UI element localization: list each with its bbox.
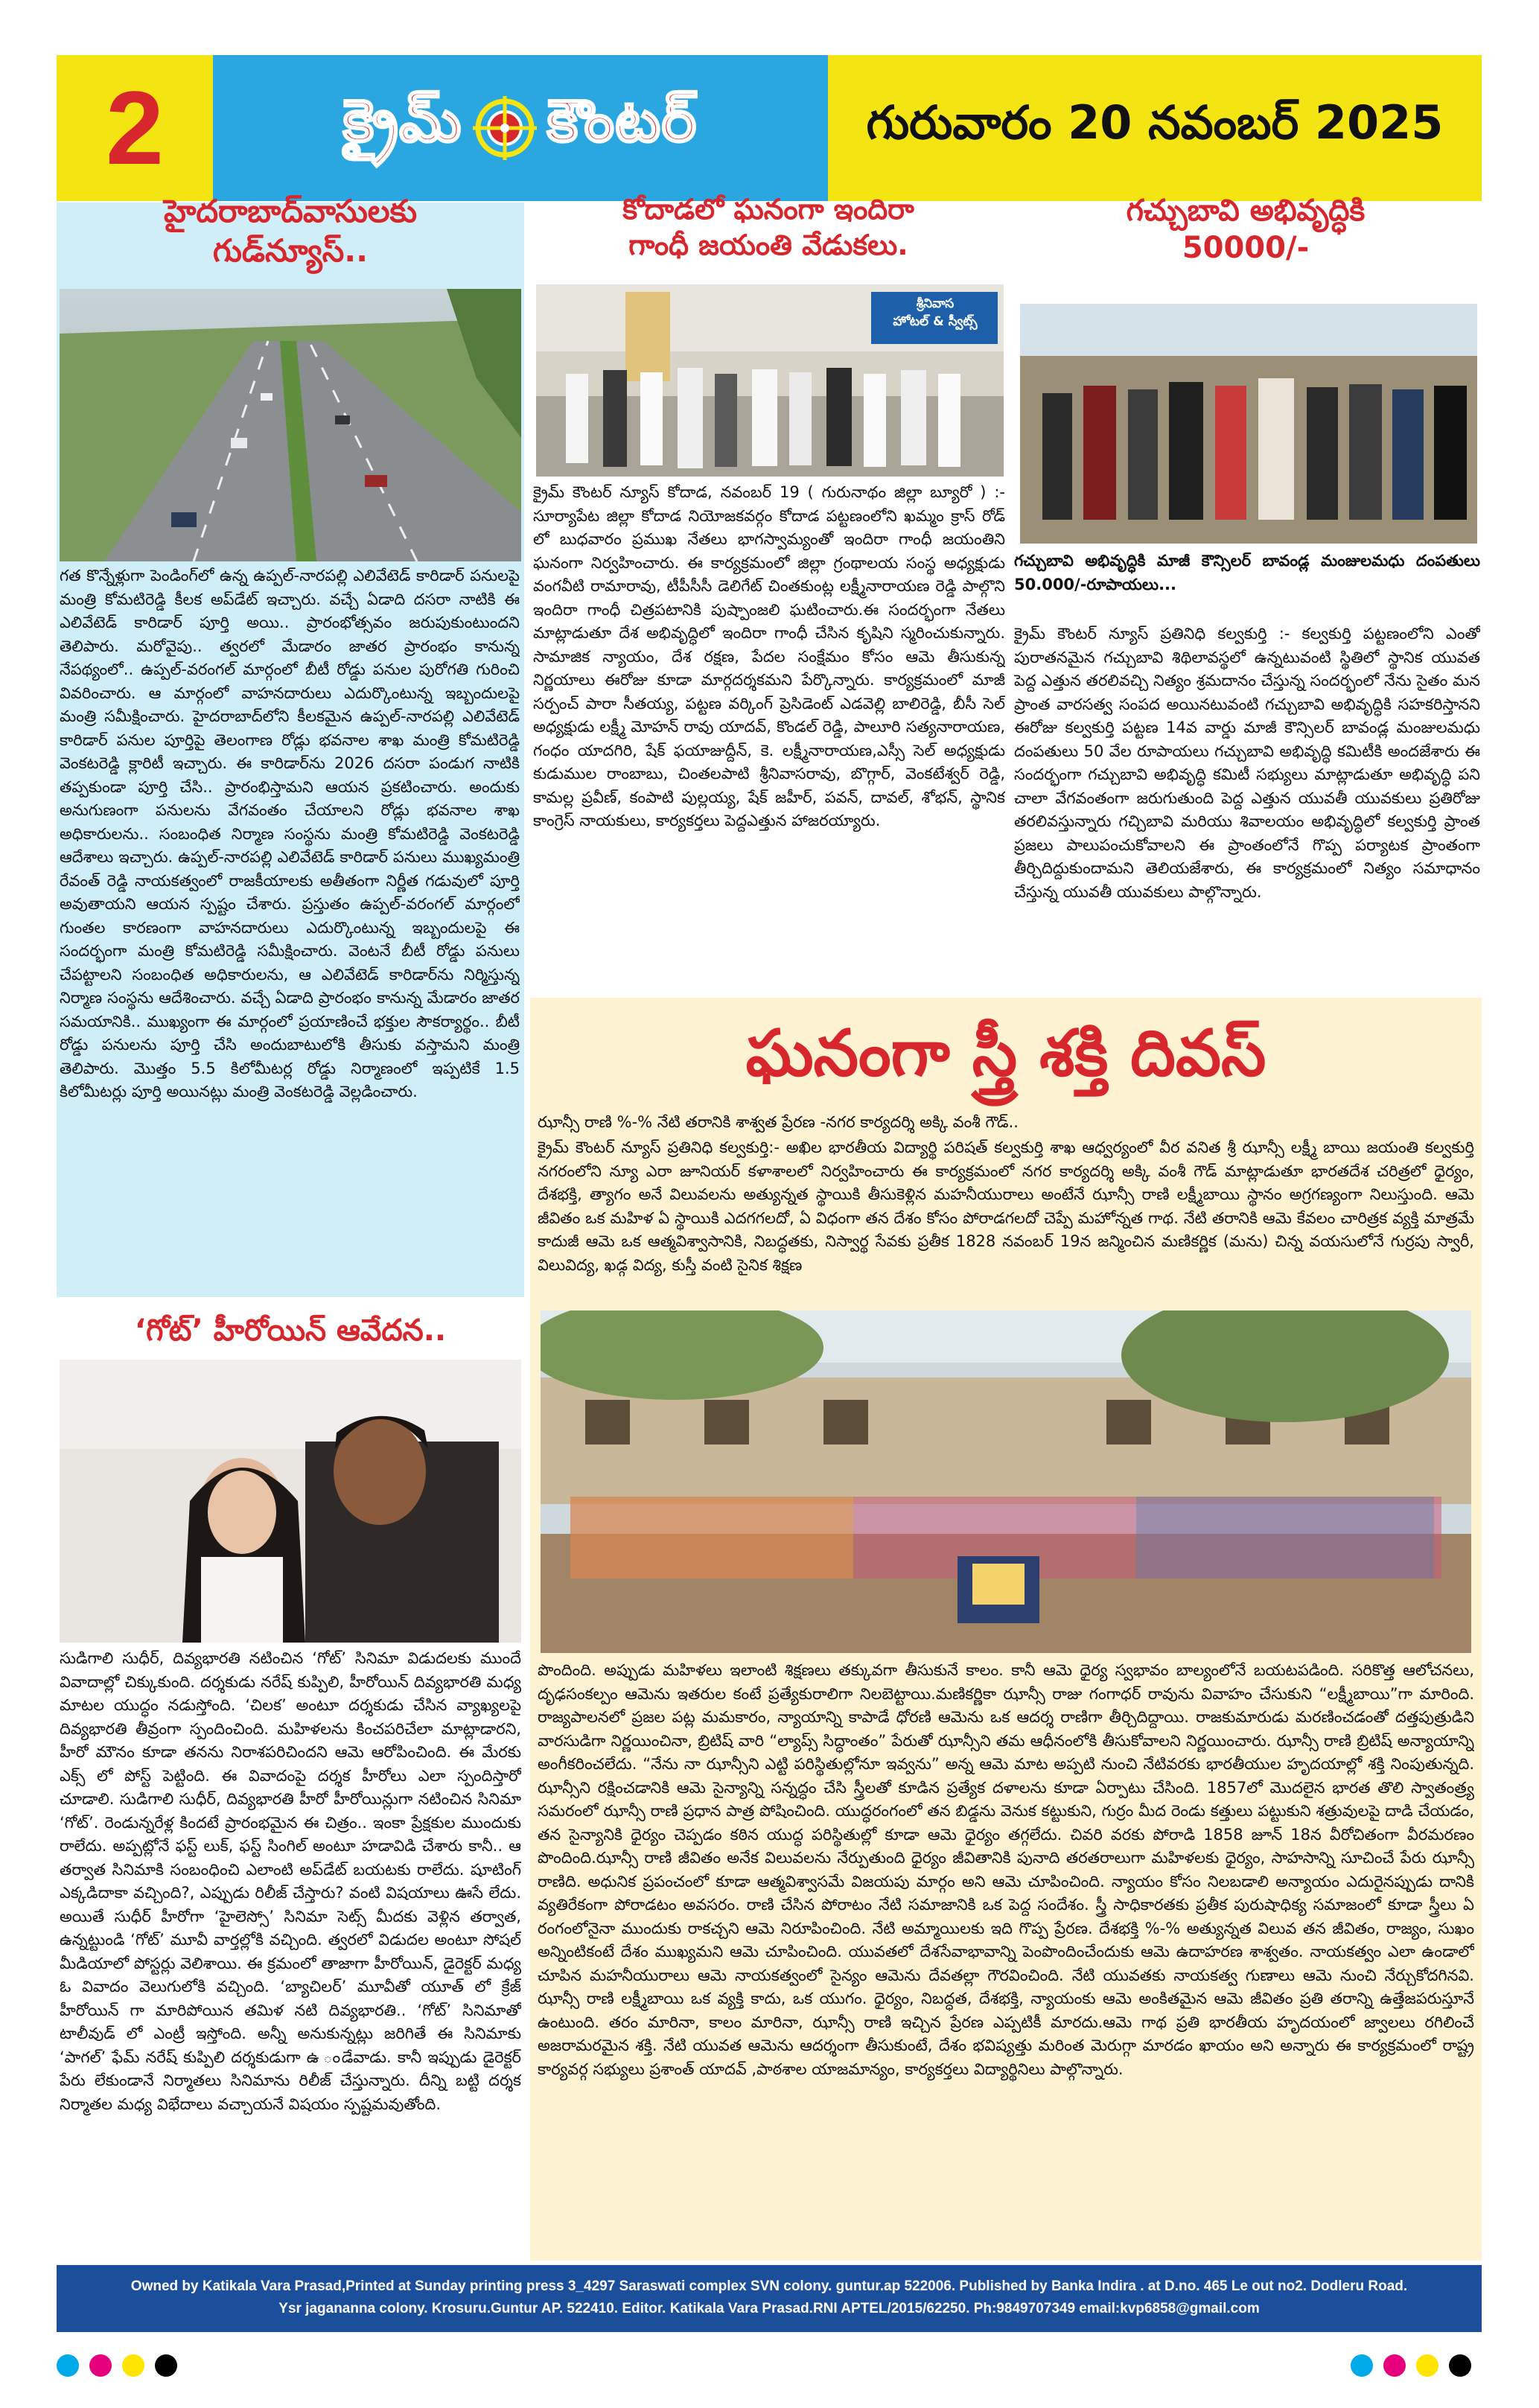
yellow-dot [122,2354,144,2377]
gachibowli-article-title [1011,192,1480,267]
kodad-title-line2: గాంధీ జయంతి వేడుకలు. [628,228,908,261]
black-dot [155,2354,177,2377]
magenta-dot [1383,2354,1406,2377]
kodad-article-body: క్రైమ్ కౌంటర్ న్యూస్ కోదాడ, నవంబర్ 19 ( గురునాథం జిల్లా బ్యూరో ) :- సూర్యాపేట జిల్లా కోదాడ నియోజకవర్గం కోదాడ పట్టణంలోని ఖమ్మం క్రాస్ రోడ్ లో బుధవారం ప్రముఖ నేతలు భాగస్వామ్యంతో ఇందిరా గాంధీ జయంతిని ఘనంగా నిర్వహించారు. ఈ కార్యక్రమంలో జిల్లా గ్రంథాలయ సంస్థ అధ్యక్షుడు వంగవీటి రామారావు, టీపీసీసీ డెలిగేట్ చింతకుంట్ల లక్ష్మీనారాయణ రెడ్డి పాల్గొని ఇందిరా గాంధీ చిత్రపటానికి పుష్పాంజలి ఘటించారు.ఈ సందర్భంగా నేతలు మాట్లాడుతూ దేశ అభివృద్ధిలో ఇందిరా గాంధీ చేసిన కృషిని స్మరించుకున్నారు. సామాజిక న్యాయం, దేశ రక్షణ, పేదల సంక్షేమం కోసం ఆమె తీసుకున్న నిర్ణయాలు ఈరోజు కూడా మార్గదర్శకమని పేర్కొన్నారు. కార్యక్రమంలో మాజీ సర్పంచ్ పారా సీతయ్య, పట్టణ వర్కింగ్ ప్రెసిడెంట్ ఎడవెల్లి బాలిరెడ్డి, బీసీ సెల్ అధ్యక్షుడు లక్ష్మీ మోహన్ రావు యాదవ్, కొండల్ రెడ్డి, పాలూరి సత్యనారాయణ, గంధం యాదగిరి, షేక్ ఫయాజుద్దీన్, కె. లక్ష్మీనారాయణ,ఎస్సీ సెల్ అధ్యక్షుడు కుడుముల రాంబాబు, చింతలపాటి శ్రీనివాసరావు, బొగ్గార్, వెంకటేశ్వర్ రెడ్డి, కామల్ల ప్రవీణ్, కంపాటి పుల్లయ్య, షేక్ జహీర్, పవన్, దావల్, శోభన్, స్థానిక కాంగ్రెస్ నాయకులు, కార్యకర్తలు పెద్దఎత్తున హాజరయ్యారు. [533,483,1005,829]
highway-photo [60,289,521,561]
imprint-line1: Owned by Katikala Vara Prasad,Printed at Sunday printing press 3_4297 Saraswati complex SVN colony. guntur.ap 522006. Published by Banka Indira . at D.no. 465 Le out no2. Dodleru Road. [130,2278,1408,2294]
gachibowli-article-body: క్రైమ్ కౌంటర్ న్యూస్ ప్రతినిధి కల్వకుర్తి :- కల్వకుర్తి పట్టణంలోని ఎంతో పురాతనమైన గచ్చుబావి శిథిలావస్థలో ఉన్నటువంటి స్థితిలో స్థానిక యువత పెద్ద ఎత్తున తరలివచ్చి నిత్యం శ్రమదానం చేస్తున్న సందర్భంలో నేను సైతం మన ప్రాంత వారసత్వ సంపద అయినటువంటి గచ్చుబావి అభివృద్ధికి సహకరిస్తానని ఈరోజు కల్వకుర్తి పట్టణ 14వ వార్డు మాజీ కౌన్సిలర్ బావండ్ల మంజులమధు దంపతులు 50 వేల రూపాయలు గచ్చుబావి అభివృద్ధి కమిటీకి అందజేశారు ఈ సందర్భంగా గచ్చుబావి అభివృద్ధి కమిటీ సభ్యులు మాట్లాడుతూ అభివృద్ధి పని చాలా వేగవంతంగా జరుగుతుంది పెద్ద ఎత్తున యువతీ యువకులు ప్రతిరోజు తరలివస్తున్నారు గచ్చిబావి మరియు శివాలయం అభివృద్ధిలో కల్వకుర్తి ప్రాంత ప్రజలు పాలుపంచుకోవాలని ఈ ప్రాంతంలోనే గొప్ప పర్యాటక ప్రాంతంగా తీర్చిదిద్దుకుందామని తెలియజేశారు, ఈ కార్యక్రమంలో నిత్యం సమాధానం చేస్తున్న యువతీ యువకులు పాల్గొన్నారు. [1014,625,1480,901]
registration-dots-left [57,2354,177,2377]
stree-shakti-group-photo [541,1310,1471,1653]
yellow-dot [1416,2354,1438,2377]
newspaper-logo [213,55,828,201]
gachibowli-photo-caption: గచ్చుబావి అభివృద్ధికి మాజీ కౌన్సిలర్ బావండ్ల మంజులమధు దంపతులు 50.000/-రూపాయలు... [1014,552,1480,593]
shop-sign-line1: శ్రీనివాస [916,296,955,311]
cyan-dot [57,2354,79,2377]
logo-text-right: కౌంటర్ [547,87,698,155]
registration-dots-right [1351,2354,1471,2377]
goat-article-title: ‘గోట్’ హీరోయిన్ ఆవేదన.. [134,1313,447,1348]
goat-couple-photo [60,1360,521,1643]
hyd-title-line1: హైదరాబాద్‌వాసులకు [163,193,418,229]
imprint-line2: Ysr jagananna colony. Krosuru.Guntur AP. 522410. Editor. Katikala Vara Prasad.RNI APTEL/2015/62250. Ph:9849707349 email:kvp6858@gmail.com [278,2301,1260,2316]
page-number: 2 [57,55,213,201]
hyd-article-title [60,192,521,270]
logo-text-left: క్రైమ్ [343,87,463,155]
hyd-article-body: గత కొన్నేళ్లుగా పెండింగ్‌లో ఉన్న ఉప్పల్-నారపల్లి ఎలివేటెడ్ కారిడార్ పనులపై మంత్రి కోమటిరెడ్డి కీలక అప్‌డేట్ ఇచ్చారు. వచ్చే ఏడాది దసరా నాటికి ఈ ఎలివేటెడ్ కారిడార్ పూర్తి అయి.. ప్రారంభోత్సవం జరుపుకుంటుందని తెలిపారు. మరోవైపు.. త్వరలో మేడారం జాతర ప్రారంభం కానున్న నేపథ్యంలో.. ఉప్పల్-వరంగల్ మార్గంలో బీటీ రోడ్డు పనుల పురోగతి గురించి వివరించారు. ఆ మార్గంలో వాహనదారులు ఎదుర్కొంటున్న ఇబ్బందులపై మంత్రి సమీక్షించారు. హైదరాబాద్‌లోని కీలకమైన ఉప్పల్-నారపల్లి ఎలివేటెడ్ కారిడార్ పనుల పూర్తిపై తెలంగాణ రోడ్లు భవనాల శాఖ మంత్రి కోమటిరెడ్డి వెంకటరెడ్డి క్లారిటీ ఇచ్చారు. ఈ కారిడార్‌ను 2026 దసరా పండుగ నాటికి తప్పకుండా పూర్తి చేసి.. ప్రారంభిస్తామని ఆయన ప్రకటించారు. అందుకు అనుగుణంగా పనులను వేగవంతం చేయాలని రోడ్లు భవనాల శాఖ అధికారులను.. సంబంధిత నిర్మాణ సంస్థను మంత్రి కోమటిరెడ్డి వెంకటరెడ్డి ఆదేశాలు ఇచ్చారు. ఉప్పల్-నారపల్లి ఎలివేటెడ్ కారిడార్ పనులు ముఖ్యమంత్రి రేవంత్ రెడ్డి నాయకత్వంలో రాజకీయాలకు అతీతంగా నిర్ణీత గడువులో పూర్తి అవుతాయని ఆయన స్పష్టం చేశారు. ప్రస్తుతం ఉప్పల్-వరంగల్ మార్గంలో గుంతల కారణంగా వాహనదారులు ఎదుర్కొంటున్న ఇబ్బందులపై ఈ సందర్భంగా మంత్రి కోమటిరెడ్డి సమీక్షించారు. వెంటనే బీటీ రోడ్డు పనులు చేపట్టాలని సంబంధిత అధికారులను, ఆ ఎలివేటెడ్ కారిడార్‌ను నిర్మిస్తున్న నిర్మాణ సంస్థను ఆదేశించారు. వచ్చే ఏడాది ప్రారంభం కానున్న మేడారం జాతర సమయానికి.. ముఖ్యంగా ఈ మార్గంలో ప్రయాణించే భక్తుల సౌకర్యార్థం.. బీటీ రోడ్డు పనులను పూర్తి చేసి అందుబాటులోకి తీసుకు వస్తామని మంత్రి తెలిపారు. మొత్తం 5.5 కిలోమీటర్ల రోడ్డు నిర్మాణంలో ఇప్పటికే 1.5 కిలోమీటర్లు పూర్తి అయినట్లు మంత్రి వెంకటరెడ్డి వెల్లడించారు. [60,567,520,1101]
masthead [57,55,1482,201]
magenta-dot [89,2354,112,2377]
crosshair-icon [473,96,537,160]
hyd-title-line2: గుడ్‌న్యూస్.. [212,232,369,269]
shop-sign-line2: హోటల్ & స్వీట్స్ [893,314,978,329]
goat-article-body: సుడిగాలి సుధీర్, దివ్యభారతి నటించిన ‘గోట్’ సినిమా విడుదలకు ముందే వివాదాల్లో చిక్కుకుంది. దర్శకుడు నరేష్ కుప్పిలి, హీరోయిన్ దివ్యభారతి మధ్య మాటల యుద్ధం నడుస్తోంది. ‘చిలక’ అంటూ దర్శకుడు చేసిన వ్యాఖ్యలపై దివ్యభారతి తీవ్రంగా స్పందించింది. మహిళలను కించపరిచేలా మాట్లాడారని, హీరో మౌనం కూడా తనను నిరాశపరిచిందని ఆమె ఆరోపించింది. ఈ మేరకు ఎక్స్ లో పోస్ట్ పెట్టింది. ఈ వివాదంపై దర్శక హీరోలు ఎలా స్పందిస్తారో చూడాలి. సుడిగాలి సుధీర్, దివ్యభారతి హీరో హీరోయిన్లుగా నటించిన సినిమా ‘గోట్’. రెండున్నరేళ్ల కిందటే ప్రారంభమైన ఈ చిత్రం.. ఇంకా ప్రేక్షకుల ముందుకు రాలేదు. అప్పట్లోనే ఫస్ట్ లుక్, ఫస్ట్ సింగిల్ అంటూ హడావిడి చేశారు కానీ.. ఆ తర్వాత సినిమాకి సంబంధించి ఎలాంటి అప్‌డేట్ బయటకు రాలేదు. షూటింగ్ ఎక్కడిదాకా వచ్చింది?, ఎప్పుడు రిలీజ్ చేస్తారు? వంటి విషయాలు ఊసే లేదు. అయితే సుధీర్ హీరోగా ‘హైలెస్సో’ సినిమా సెట్స్ మీదకు వెళ్లిన తర్వాత, ఉన్నట్టుండి ‘గోట్’ మూవీ వార్తల్లోకి వచ్చింది. త్వరలో విడుదల అంటూ సోషల్ మీడియాలో పోస్టర్లు వెలిశాయి. ఈ క్రమంలో తాజాగా హీరోయిన్, డైరెక్టర్ మధ్య ఓ వివాదం వెలుగులోకి వచ్చింది. ‘బ్యాచిలర్’ మూవీతో యూత్ లో క్రేజ్ హీరోయిన్ గా మారిపోయిన తమిళ నటి దివ్యభారతి.. ‘గోట్’ సినిమాతో టాలీవుడ్ లో ఎంట్రీ ఇస్తోంది. అన్నీ అనుకున్నట్లు జరిగితే ఈ సినిమాకు ‘పాగల్’ ఫేమ్ నరేష్ కుప్పిలి దర్శకుడుగా ఉ ండేవాడు. కానీ ఇప్పుడు డైరెక్టర్ పేరు లేకుండానే నిర్మాతలు సినిమాను రిలీజ్ చేస్తున్నారు. దీన్ని బట్టి దర్శక నిర్మాతల మధ్య విభేదాలు వచ్చాయనే విషయం స్పష్టమవుతోంది. [60,1649,521,2113]
kodad-title-line1: కోదాడలో ఘనంగా ఇందిరా [622,193,914,226]
kodad-event-photo [536,284,1004,477]
photo-shop-sign [877,295,993,331]
stree-shakti-body-bottom: పొందింది. అప్పుడు మహిళలు ఇలాంటి శిక్షణలు తక్కువగా తీసుకునే కాలం. కానీ ఆమె ధైర్య స్వభావం బాల్యంలోనే బయటపడింది. సరికొత్త ఆలోచనలు, దృఢసంకల్పం ఆమెను ఇతరుల కంటే ప్రత్యేకురాలిగా నిలబెట్టాయి.మణికర్ణికా ఝాన్సీ రాజు గంగాధర్ రావును వివాహం చేసుకుని “లక్ష్మీబాయి”గా మారింది. రాజ్యపాలనలో ప్రజల పట్ల మమకారం, న్యాయాన్ని కాపాడే ధోరణి ఆమెను ఒక ఆదర్శ రాణిగా తీర్చిదిద్దాయి. రాజకుమారుడు మరణించడంతో దత్తపుత్రుడిని వారసుడిగా నిర్ణయించినా, బ్రిటిష్ వారి “ల్యాప్స్ సిద్ధాంతం” పేరుతో ఝాన్సీని తమ ఆధీనంలోకి తీసుకోవాలని నిర్ణయించారు. ఝాన్సీ రాణి బ్రిటిష్ అన్యాయాన్ని అంగీకరించలేదు. “నేను నా ఝాన్సీని ఎట్టి పరిస్థితుల్లోనూ ఇవ్వను” అన్న ఆమె మాట అప్పటి నుంచి నేటివరకు భారతీయుల హృదయాల్లో శక్తి నింపుతున్నది. ఝాన్సీని రక్షించడానికి ఆమె సైన్యాన్ని సన్నద్ధం చేసి స్త్రీలతో కూడిన ప్రత్యేక దళాలను కూడా ఏర్పాటు చేసింది. 1857లో మొదలైన భారత తొలి స్వాతంత్ర్య సమరంలో ఝాన్సీ రాణి ప్రధాన పాత్ర పోషించింది. యుద్ధరంగంలో తన బిడ్డను వెనుక కట్టుకుని, గుర్రం మీద రెండు కత్తులు పట్టుకుని శత్రువులపై దాడి చేయడం, తన సైన్యానికి ధైర్యం చెప్పడం కఠిన యుద్ధ పరిస్థితుల్లో కూడా ఆమె ధైర్యం తగ్గలేదు. చివరి వరకు పోరాడి 1858 జూన్ 18న వీరోచితంగా వీరమరణం పొందింది.ఝాన్సీ రాణి జీవితం అనేక విలువలను నేర్పుతుంది ధైర్యం జీవితానికి పునాది తరతరాలుగా మహిళలకు ధైర్యం, సాహసాన్ని సూచించే పేరు ఝాన్సీ రాణిది. అధునిక ప్రపంచంలో కూడా ఆత్మవిశ్వాసమే విజయపు మార్గం అని ఆమె చూపించింది. న్యాయం కోసం నిలబడాలి అన్యాయం ఎదురైనప్పుడు దానికి వ్యతిరేకంగా పోరాడటం అవసరం. రాణి చేసిన పోరాటం నేటి సమాజానికి ఒక పెద్ద సందేశం. స్త్రీ సాధికారతకు ప్రతీక పురుషాధిక్య సమాజంలో కూడా స్త్రీలు ఏ రంగంలోనైనా ముందుకు రాకచ్చని ఆమె నిరూపించింది. నేటి అమ్మాయిలకు ఇది గొప్ప ప్రేరణ. దేశభక్తి %-% అత్యున్నత విలువ తన జీవితం, రాజ్యం, సుఖం అన్నింటికంటే దేశం ముఖ్యమని ఆమె చూపించింది. యువతలో దేశసేవాభావాన్ని పెంపొందించేందుకు ఆమె ఉదాహరణ శాశ్వతం. నాయకత్వం ఎలా ఉండాలో చూపిన మహనీయురాలు ఆమె నాయకత్వంలో సైన్యం ఆమెను దేవతల్లా గౌరవించింది. నేటి యువతకు నాయకత్వ గుణాలు ఆమె నుంచి నేర్చుకోదగినవి. ఝాన్సీ రాణి లక్ష్మీబాయి ఒక వ్యక్తి కాదు, ఒక యుగం. ధైర్యం, నిబద్ధత, దేశభక్తి, న్యాయంకు ఆమె అంకితమైన ఆమె జీవితం ప్రతి తరాన్ని ఉత్తేజపరుస్తూనే ఉంటుంది. తరం మారినా, కాలం మారినా, ఝాన్సీ రాణి ఇచ్చిన ప్రేరణ ఎప్పటికీ మారదు.ఆమె గాథ ప్రతి భారతీయ హృదయంలో జ్వాలలు రగిలించే అజరామరమైన శక్తి. నేటి యువత ఆమెను ఆదర్శంగా తీసుకుంటే, దేశం భవిష్యత్తు మరింత మెరుగ్గా మారడం ఖాయం అని అన్నారు ఈ కార్యక్రమంలో రాష్ట్ర కార్యవర్గ సభ్యులు ప్రశాంత్ యాదవ్ ,పాఠశాల యాజమాన్యం, కార్యకర్తలు విద్యార్థినిలు పాల్గొన్నారు. [538,1661,1474,2078]
imprint-footer [57,2265,1482,2332]
stree-shakti-intro: ఝాన్సీ రాణి %-% నేటి తరానికి శాశ్వత ప్రేరణ -నగర కార్యదర్శి అక్కి వంశీ గౌడ్.. [538,1113,1019,1131]
gachibowli-event-photo [1020,304,1477,544]
stree-shakti-title: ఘనంగా స్త్రీ శక్తి దివస్ [745,1016,1266,1091]
issue-date: గురువారం 20 నవంబర్ 2025 [828,55,1482,201]
cyan-dot [1351,2354,1373,2377]
gachibowli-title-line2: 50000/- [1182,231,1310,265]
gachibowli-title-line1: గచ్చుబావి అభివృద్ధికి [1126,194,1366,228]
kodad-article-title [530,192,1007,263]
stree-shakti-body-top: క్రైమ్ కౌంటర్ న్యూస్ ప్రతినిధి కల్వకుర్తి:- అఖిల భారతీయ విద్యార్థి పరిషత్ కల్వకుర్తి శాఖ ఆధ్వర్యంలో వీర వనిత శ్రీ ఝాన్సీ లక్ష్మీ బాయి జయంతి కల్వకుర్తి నగరంలోని న్యూ ఎరా జూనియర్ కళాశాలలో నిర్వహించారు ఈ కార్యక్రమంలో నగర కార్యదర్శి అక్కి వంశీ గౌడ్ మాట్లాడుతూ భారతదేశ చరిత్రలో ధైర్యం, దేశభక్తి, త్యాగం అనే విలువలను అత్యున్నత స్థాయికి తీసుకెళ్లిన మహనీయురాలు అంటేనే ఝాన్సీ రాణి లక్ష్మీబాయి స్థానం అగ్రగణ్యంగా నిలుస్తుంది. ఆమె జీవితం ఒక మహిళ ఏ స్థాయికి ఎదగగలదో, ఏ విధంగా తన దేశం కోసం పోరాడగలదో చెప్పే మహోన్నత గాథ. నేటి తరానికి ఆమె కేవలం చారిత్రక వ్యక్తి మాత్రమే కాదుజీ ఆమె ఒక ఆత్మవిశ్వాసానికి, నిబద్ధతకు, నిస్వార్థ సేవకు ప్రతీక 1828 నవంబర్ 19న జన్మించిన మణికర్ణిక (మను) చిన్న వయసులోనే గుర్రపు స్వారీ, విలువిద్య, ఖడ్గ విద్య, కుస్తీ వంటి సైనిక శిక్షణ [538,1138,1474,1274]
black-dot [1449,2354,1471,2377]
